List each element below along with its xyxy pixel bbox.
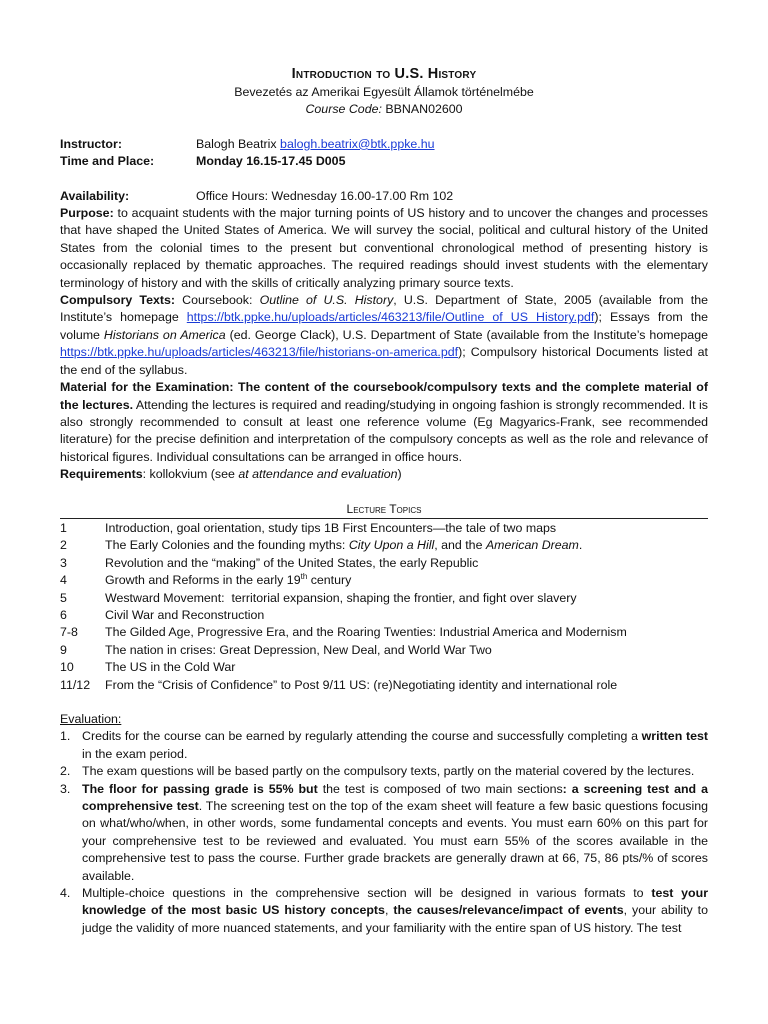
instructor-label: Instructor: [60,136,122,151]
purpose-paragraph [60,205,708,292]
essays-volume-title: Historians on America [103,327,226,342]
coursebook-title: Outline of U.S. History [259,293,394,308]
topic-text [105,537,582,554]
evaluation-text-bold: : a screening test and a comprehensive test [82,781,708,814]
list-item [60,728,708,763]
list-item [60,555,708,572]
evaluation-text-part: Credits for the course can be earned by regularly attending the course and successfully completing a [82,729,638,744]
historians-pdf-link[interactable]: https://btk.ppke.hu/uploads/articles/463213/file/historians-on-america.pdf [60,345,459,360]
evaluation-text-part: in the exam period. [82,746,188,761]
topic-text: Revolution and the “making” of the United States, the early Republic [105,555,479,570]
requirements-text-1: : kollokvium (see [142,467,235,482]
evaluation-text-bold: test your knowledge of the most basic US history concepts [82,886,709,918]
evaluation-text [82,781,708,885]
topic-number: 3 [60,555,67,570]
list-item [60,763,708,780]
compulsory-texts-label: Compulsory Texts: [60,293,176,308]
evaluation-text-bold: written test [641,729,708,744]
topic-text-part: century [307,573,352,588]
topic-text-part: , and the [434,538,483,553]
list-item [60,659,708,676]
topic-text: Introduction, goal orientation, study tips 1B First Encounters—the tale of two maps [105,520,557,535]
evaluation-text-part: the test is composed of two main sections [322,781,563,796]
instructor-row [60,136,708,153]
purpose-text: to acquaint students with the major turning points of US history and to uncover the changes and processes that have shaped the United States of America. We will survey the social, political and cultural history of the United States from the colonial times to the present but conventional chronological method of presenting history is occasionally replaced by thematic approaches. The required readings should invest students with the elementary terminology of history and with the skills of critically analyzing primary source texts. [60,206,708,290]
topic-text: The US in the Cold War [105,660,236,675]
evaluation-text [82,728,708,763]
availability-row [60,188,708,205]
instructor-name: Balogh Beatrix [196,136,277,151]
time-place-value: Monday 16.15-17.45 D005 [196,154,346,169]
compulsory-text-4: (ed. George Clack), U.S. Department of State (available from the Institute’s homepage [229,327,708,342]
topic-number: 7-8 [60,625,78,640]
topic-text-italic: City Upon a Hill [348,538,435,553]
material-paragraph [60,379,708,466]
topic-number: 11/12 [60,677,91,692]
instructor-value [196,136,435,153]
requirements-italic: at attendance and evaluation [238,467,398,482]
list-item [60,572,708,589]
topic-number: 10 [60,660,74,675]
instructor-email-link[interactable]: balogh.beatrix@btk.ppke.hu [280,136,435,151]
evaluation-text-part: Multiple-choice questions in the comprehensive section will be designed in various formats to [82,886,644,901]
topic-number: 4 [60,573,67,588]
lecture-topics-heading: Lecture Topics [346,501,422,516]
list-item [60,677,708,694]
compulsory-text-5: ); Compulsory historical Documents listed at the end of the syllabus. [60,345,708,377]
topic-number: 2 [60,538,67,553]
time-place-label: Time and Place: [60,154,155,169]
topic-number: 1 [60,520,67,535]
lecture-topics-rule [60,518,708,519]
topic-text: Civil War and Reconstruction [105,607,265,622]
requirements-text-2: ) [397,467,402,482]
compulsory-text-2: , U.S. Department of State, 2005 (available from the Institute’s homepage [60,293,708,325]
availability-value: Office Hours: Wednesday 16.00-17.00 Rm 102 [196,188,454,203]
evaluation-text-bold: The floor for passing grade is 55% but [82,781,318,796]
course-title: Introduction to U.S. History [291,66,477,82]
evaluation-number: 4. [60,886,71,901]
list-item [60,642,708,659]
list-item [60,607,708,624]
evaluation-text-part: , your ability to judge the validity of more nuanced statements, and your familiarity with the entire span of US history. The test [82,903,708,935]
list-item [60,537,708,554]
topic-number: 5 [60,590,67,605]
evaluation-list [60,728,708,937]
evaluation-text-part: . The screening test on the top of the exam sheet will feature a few basic questions focusing on what/who/when, in other words, some fundamental concepts and events. You must earn 60% on this part for your comprehensive test to be reviewed and evaluated. You must earn 55% of the scores available in the comprehensive test to pass the course. Further grade brackets are generally drawn at 66, 75, 86 pts/% of scores available. [82,799,708,883]
topic-text: The Gilded Age, Progressive Era, and the Roaring Twenties: Industrial America and Modernism [105,625,627,640]
topic-superscript: th [300,572,308,582]
syllabus-page [60,64,708,937]
compulsory-text-3: ); Essays from the volume [60,310,708,342]
course-code-line [60,101,708,118]
time-place-row [60,153,708,170]
evaluation-text: The exam questions will be based partly on the compulsory texts, partly on the material covered by the lectures. [82,764,695,779]
material-label: Material for the Examination: The content of the coursebook/compulsory texts and the complete material of the lectures. [60,380,708,412]
requirements-paragraph [60,466,708,483]
evaluation-text-part: , [384,903,389,918]
evaluation-number: 2. [60,764,71,779]
topic-text: The nation in crises: Great Depression, New Deal, and World War Two [105,642,492,657]
topic-text: Westward Movement: territorial expansion, shaping the frontier, and fight over slavery [105,590,577,605]
evaluation-number: 1. [60,729,71,744]
topic-text-part: . [578,538,583,553]
outline-pdf-link[interactable]: https://btk.ppke.hu/uploads/articles/463213/file/Outline of US History.pdf [186,310,595,325]
topic-text: From the “Crisis of Confidence” to Post 9/11 US: (re)Negotiating identity and international role [105,677,618,692]
list-item [60,590,708,607]
list-item [60,520,708,537]
purpose-label: Purpose: [60,206,114,221]
topic-text [105,572,351,589]
requirements-label: Requirements [60,467,143,482]
evaluation-heading: Evaluation: [60,712,122,726]
topic-text-part: The Early Colonies and the founding myths: [105,538,346,553]
topic-number: 6 [60,607,67,622]
list-item [60,781,708,885]
topic-text-part: Growth and Reforms in the early 19 [105,573,301,588]
compulsory-texts-paragraph [60,292,708,379]
topic-text-italic: American Dream [485,538,579,553]
evaluation-text-bold: the causes/relevance/impact of events [393,903,624,918]
list-item [60,624,708,641]
course-code: BBNAN02600 [385,102,463,117]
course-subtitle: Bevezetés az Amerikai Egyesült Államok történelmébe [234,85,534,99]
list-item [60,885,708,937]
compulsory-text-1: Coursebook: [182,293,253,308]
topic-number: 9 [60,642,67,657]
evaluation-text [82,885,708,937]
availability-label: Availability: [60,188,130,203]
material-text: Attending the lectures is required and reading/studying in ongoing fashion is strongly recommended. It is also strongly recommended to consult at least one reference volume (Eg Magyarics-Frank, see recommended literature) for the precise definition and interpretation of the compulsory concepts as well as the role and relevance of historical figures. Individual consultations can be arranged in office hours. [60,397,708,464]
course-code-label: Course Code: [305,102,382,117]
evaluation-number: 3. [60,781,71,796]
lecture-topics-list [60,520,708,694]
